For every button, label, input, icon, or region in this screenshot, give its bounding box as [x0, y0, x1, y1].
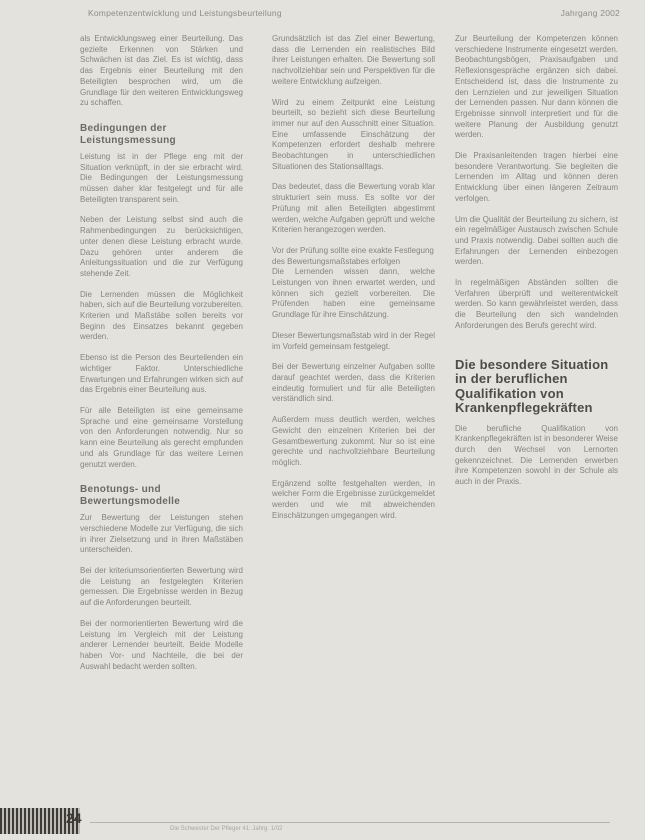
section-heading: Bedingungen der Leistungsmessung: [80, 122, 176, 146]
body-paragraph: Leistung ist in der Pflege eng mit der Situation verknüpft, in der sie erbracht wird. Die Bedingungen der Leistungsmessung müssen daher klar festgelegt und für alle Beteiligten transparent sein.: [80, 151, 243, 204]
body-paragraph: Bei der Bewertung einzelner Aufgaben sollte darauf geachtet werden, dass die Kriterien eindeutig formuliert und für alle Beteiligten verständlich sind.: [272, 362, 435, 404]
column-2: [272, 34, 435, 531]
body-paragraph: Für alle Beteiligten ist eine gemeinsame Sprache und eine gemeinsame Vorstellung von den Anforderungen notwendig. Nur so kann eine Beurteilung als gerecht empfunden und als Grundlage für das weitere Lernen genutzt werden.: [80, 405, 243, 469]
body-paragraph: Die Praxisanleitenden tragen hierbei eine besondere Verantwortung. Sie begleiten die Lernenden im Alltag und können deren Entwicklung über einen längeren Zeitraum verfolgen.: [455, 151, 618, 203]
body-paragraph: Zur Bewertung der Leistungen stehen verschiedene Modelle zur Verfügung, die sich in ihrer Zielsetzung und in ihren Maßstäben unterscheiden.: [80, 513, 243, 555]
body-paragraph: Die Lernenden müssen die Möglichkeit haben, sich auf die Beurteilung vorzubereiten. Kriterien und Maßstäbe sollen bereits vor Beginn des Einsatzes bekannt gegeben werden.: [80, 289, 243, 342]
body-paragraph: Neben der Leistung selbst sind auch die Rahmenbedingungen zu berücksichtigen, unter denen diese Leistung erbracht wurde. Dazu gehören unter anderem die Anleitungssituation und die zur Verfügung stehende Zeit.: [80, 215, 243, 278]
body-paragraph: Um die Qualität der Beurteilung zu sichern, ist ein regelmäßiger Austausch zwischen Schule und Praxis notwendig. Dabei sollten auch die Erfahrungen der Lernenden einbezogen werden.: [455, 214, 618, 267]
body-paragraph: Das bedeutet, dass die Bewertung vorab klar strukturiert sein muss. Es sollte vor der Prüfung mit allen Beteiligten abgestimmt werden, welche Aufgaben geprüft und welche Kriterien herangezogen werden.: [272, 182, 435, 235]
page-number: 24: [66, 810, 82, 826]
body-paragraph: In regelmäßigen Abständen sollten die Verfahren überprüft und weiterentwickelt werden. So kann gewährleistet werden, dass die Beurteilung den sich wandelnden Anforderungen des Berufs gerecht wird.: [455, 278, 618, 330]
body-paragraph: Die Lernenden wissen dann, welche Leistungen von ihnen erwartet werden, und können sich gezielt vorbereiten. Die Prüfenden haben eine gemeinsame Grundlage für ihre Einschätzung.: [272, 267, 435, 320]
body-paragraph: Wird zu einem Zeitpunkt eine Leistung beurteilt, so bezieht sich diese Beurteilung immer nur auf den Ausschnitt einer Situation. Eine umfassende Einschätzung der Kompetenzen erfordert deshalb mehrere Beobachtungen in unterschiedlichen Situationen des Stationsalltags.: [272, 97, 435, 171]
header-title: Kompetenzentwicklung und Leistungsbeurteilung: [88, 8, 282, 18]
body-paragraph: Die berufliche Qualifikation von Krankenpflegekräften ist in besonderer Weise durch den Wechsel von Lernorten gekennzeichnet. Die Lernenden erwerben ihre Kompetenzen sowohl in der Schule als auch in der Praxis.: [455, 423, 618, 487]
footer-note: Die Schwester Der Pfleger 41. Jahrg. 1/02: [170, 826, 283, 832]
body-paragraph: Grundsätzlich ist das Ziel einer Bewertung, dass die Lernenden ein realistisches Bild ihrer Leistungen erhalten. Die Bewertung soll nachvollziehbar sein und Perspektiven für die weitere Entwicklung aufzeigen.: [272, 34, 435, 86]
body-paragraph: Dieser Bewertungsmaßstab wird in der Regel im Vorfeld gemeinsam festgelegt.: [272, 330, 435, 351]
body-paragraph: Ergänzend sollte festgehalten werden, in welcher Form die Ergebnisse zurückgemeldet werden und wie mit abweichenden Einschätzungen umgegangen wird.: [272, 478, 435, 520]
column-1: [80, 34, 243, 682]
body-paragraph: Außerdem muss deutlich werden, welches Gewicht den einzelnen Kriterien bei der Gesamtbewertung zukommt. Nur so ist eine gerechte und nachvollziehbare Beurteilung möglich.: [272, 415, 435, 467]
body-paragraph: Bei der kriteriumsorientierten Bewertung wird die Leistung an festgelegten Kriterien gemessen. Die Ergebnisse werden in Bezug auf die Anforderungen beurteilt.: [80, 566, 243, 608]
body-paragraph: Ebenso ist die Person des Beurteilenden ein wichtiger Faktor. Unterschiedliche Erwartungen und Erfahrungen wirken sich auf das Ergebnis einer Beurteilung aus.: [80, 353, 243, 395]
pull-quote: Vor der Prüfung sollte eine exakte Festlegung des Bewertungsmaßstabes erfolgen: [272, 245, 434, 266]
section-heading: Benotungs- und Bewertungsmodelle: [80, 484, 181, 508]
header-issue: Jahrgang 2002: [560, 8, 620, 18]
running-header: [88, 8, 620, 22]
body-paragraph: Zur Beurteilung der Kompetenzen können verschiedene Instrumente eingesetzt werden. Beobachtungsbögen, Praxisaufgaben und Reflexionsgespräche ergänzen sich dabei. Entscheidend ist, dass die Instrumente zu den Lernzielen und zur jeweiligen Situation der Lernenden passen. Nur dann können die Ergebnisse sinnvoll interpretiert und für die weitere Planung der Ausbildung genutzt werden.: [455, 34, 618, 140]
body-paragraph: als Entwicklungsweg einer Beurteilung. Das gezielte Erkennen von Stärken und Schwächen ist das Ziel. Es ist wichtig, dass das Ergebnis einer Beurteilung mit den Beteiligten besprochen wird, um die Grundlage für den weiteren Entwicklungsweg zu schaffen.: [80, 34, 243, 108]
column-3: [455, 34, 618, 498]
footer-rule: [90, 822, 610, 823]
body-paragraph: Bei der normorientierten Bewertung wird die Leistung im Vergleich mit der Leistung anderer Lernender beurteilt. Beide Modelle haben Vor- und Nachteile, die bei der Auswahl bedacht werden sollten.: [80, 618, 243, 671]
section-heading: Die besondere Situation in der beruflichen Qualifikation von Krankenpflegekräften: [455, 356, 609, 416]
